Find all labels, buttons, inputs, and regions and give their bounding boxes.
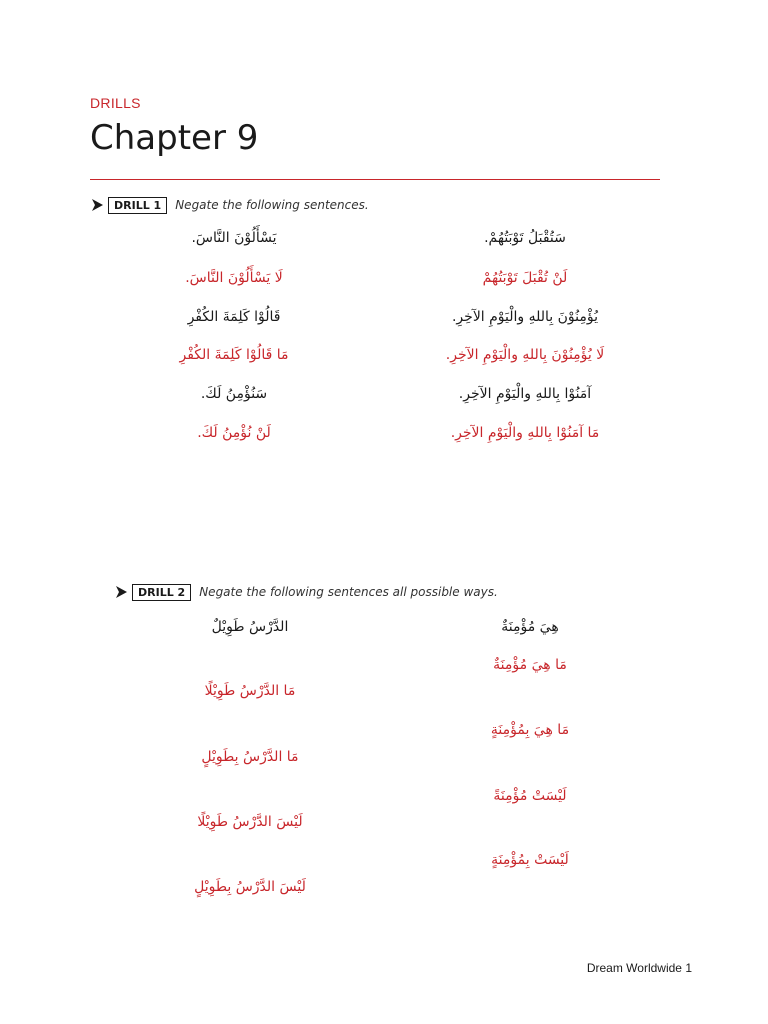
drill-2-answer: مَا الدَّرْسُ بِطَوِيْلٍ: [201, 749, 299, 765]
drill-1-answer: لَنْ تُقْبَلَ تَوْبَتُهُمْ: [482, 270, 568, 286]
title-divider: [90, 179, 660, 180]
drill-1-answer: لَنْ نُؤْمِنُ لَكَ.: [197, 425, 271, 441]
arrow-right-icon: [90, 198, 104, 212]
drill-2-badge: DRILL 2: [132, 584, 191, 601]
drill-1-answer: مَا قَالُوْا كَلِمَةَ الكُفْرِ: [179, 347, 289, 363]
drill-1-sentence: يَسْأَلُوْنَ النَّاسَ.: [191, 230, 277, 246]
drill-1-header: [90, 196, 369, 214]
drill-2-sentence: هِيَ مُؤْمِنَةٌ: [501, 619, 559, 635]
drills-label: DRILLS: [90, 95, 141, 111]
page-title: Chapter 9: [90, 118, 259, 158]
page-footer: Dream Worldwide 1: [586, 961, 692, 975]
drill-1-sentence: آمَنُوْا بِاللهِ والْيَوْمِ الآخِرِ.: [458, 386, 592, 402]
drill-1-instruction: Negate the following sentences.: [175, 198, 369, 212]
drill-1-sentence: سَتُقْبَلُ تَوْبَتُهُمْ.: [484, 230, 566, 246]
drill-2-answer: لَيْسَ الدَّرْسُ بِطَوِيْلٍ: [194, 879, 306, 895]
drill-1-badge: DRILL 1: [108, 197, 167, 214]
drill-1-answer: لَا يُؤْمِنُوْنَ بِاللهِ والْيَوْمِ الآخِرِ.: [445, 347, 605, 363]
drill-2-instruction: Negate the following sentences all possible ways.: [199, 585, 498, 599]
drill-2-answer: مَا هِيَ مُؤْمِنَةٌ: [493, 657, 567, 673]
drill-1-answer: لَا يَسْأَلُوْنَ النَّاسَ.: [185, 270, 283, 286]
drill-2-answer: لَيْسَتْ بِمُؤْمِنَةٍ: [491, 852, 569, 868]
drill-1-sentence: سَنُؤْمِنُ لَكَ.: [200, 386, 268, 402]
drill-1-sentence: يُؤْمِنُوْنَ بِاللهِ والْيَوْمِ الآخِرِ.: [451, 309, 599, 325]
drill-2-answer: لَيْسَتْ مُؤْمِنَةً: [493, 788, 567, 804]
drill-2-answer: مَا الدَّرْسُ طَوِيْلًا: [204, 683, 296, 699]
arrow-right-icon: [114, 585, 128, 599]
drill-1-sentence: قَالُوْا كَلِمَةَ الكُفْرِ: [187, 309, 281, 325]
drill-2-answer: مَا هِيَ بِمُؤْمِنَةٍ: [490, 722, 570, 738]
drill-2-answer: لَيْسَ الدَّرْسُ طَوِيْلًا: [197, 814, 303, 830]
drill-2-sentence: الدَّرْسُ طَوِيْلٌ: [211, 619, 289, 635]
drill-1-answer: مَا آمَنُوْا بِاللهِ والْيَوْمِ الآخِرِ.: [450, 425, 600, 441]
drill-2-header: [114, 583, 498, 601]
